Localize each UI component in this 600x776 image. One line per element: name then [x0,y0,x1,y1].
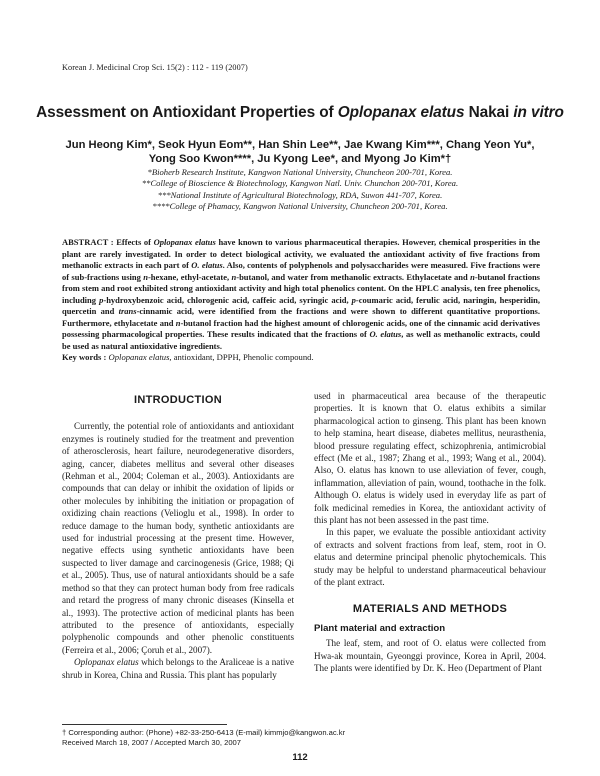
abstract-s10: -butanol fraction had the highest amount of chlorogenic acids, one of the cinnamic acid derivatives possessing pharmacological properties. These results indicated that the fractions of [62,317,540,340]
abstract-s9-it: n [175,317,181,328]
abstract-s6: -butanol fractions from stem and root exhibited strong antioxidant activity and high total phenolics content. On the HPLC analysis, ten free phenolics, including [62,271,540,305]
received-accepted-dates: Received March 18, 2007 / Accepted March 30, 2007 [62,738,241,747]
affiliations [60,167,540,213]
intro-paragraph-1: Currently, the potential role of antioxidants and antioxidant enzymes is routinely studied for the treatment and prevention of atherosclerosis, heart failure, neurodegenerative disorders, aging, cancer, diabetes mellitus and several other diseases (Rehman et al., 2004; Coleman et al., 2003). Antioxidants are compounds that can delay or inhibit the oxidation of lipids or other molecules by inhibiting the initiation or propagation of oxidizing chain reactions (Velioglu et al., 1998). In order to reduce damage to the human body, synthetic antioxidants are used for industrial processing at the present time. However, negative effects using synthetic antioxidants have been suspected to liver damage and carcinogenesis (Grice, 1988; Qi et al., 2005). Thus, use of natural antioxidants should be a safe method so that they can protect human body from free radicals and retard the progress of many chronic diseases (Kinsella et al., 1993). The protective action of medicinal plants has been attributed to the presence of antioxidants, especially polyphenolic compounds and other phenolic constituents (Ferreira et al., 2006; Çoruh et al., 2007). [62,421,294,655]
abstract-s2-it: O. elatus [191,260,223,271]
footnote [62,728,542,748]
column-right [314,390,546,675]
keywords [62,352,540,362]
abstract-s11: , as well as methanolic extracts, could be used as natural antioxidative ingredients. [62,329,541,351]
author-list [40,138,560,166]
page-number: 112 [292,752,308,763]
abstract-s1-it: Oplopanax elatus [153,237,216,247]
title-mid: Nakai [464,104,514,121]
abstract-s1: Effects of [116,237,154,247]
abstract-s3-it: n [143,271,148,282]
abstract-label: ABSTRACT : [62,237,117,247]
affiliation-3: ***National Institute of Agricultural Biotechnology, RDA, Suwon 441-707, Korea. [157,189,443,200]
abstract-s7-it: p [351,294,356,305]
intro-p2-text: which belongs to the Araliceae is a native shrub in Korea, China and Russia. This plant has popularly [62,657,294,680]
title-post: in vitro [513,104,564,121]
intro-paragraph-4: In this paper, we evaluate the possible antioxidant activity of extracts and solvent fractions from leaf, stem, root in O. elatus and determine principal phenolic phytochemicals. This study may be helpful to understand pharmaceutical behaviour of the plant extract. [314,527,546,588]
affiliation-1: *Bioherb Research Institute, Kangwon National University, Chuncheon 200-701, Korea. [147,167,453,177]
abstract-s6-it: p [99,294,104,305]
keywords-rest: , antioxidant, DPPH, Phenolic compound. [169,352,314,362]
corresponding-author-note: † Corresponding author: (Phone) +82-33-250-6413 (E-mail) kimmjo@kangwon.ac.kr [62,728,346,737]
authors-line-2: Yong Soo Kwon****, Ju Kyong Lee*, and Myong Jo Kim*† [148,153,452,165]
intro-paragraph-2 [62,656,294,681]
abstract-s5-it: n [470,271,475,282]
abstract-s5: -butanol, and water from methanolic extracts. Ethylacetate and [236,271,471,282]
keywords-species: Oplopanax elatus [108,352,170,362]
affiliation-2: **College of Bioscience & Biotechnology, Kangwon Natl. Univ. Chunchon 200-701, Korea. [141,178,459,189]
affiliation-4: ****College of Phamacy, Kangwon National University, Chuncheon 200-701, Korea. [152,201,448,212]
abstract-s4-it: n [231,271,237,282]
column-left [62,390,294,681]
abstract-text [62,237,540,352]
abstract-s2: have known to various pharmaceutical therapies. However, chemical prosperities in the plant are rarely investigated. In order to detect biological activity, we evaluated the antioxidant activity of five fractions from methanolic extracts in each part of [62,237,540,271]
keywords-label: Key words : [62,352,109,362]
abstract-s7: -hydroxybenzoic acid, chlorogenic acid, caffeic acid, syringic acid, [103,294,352,305]
introduction-heading: INTRODUCTION [134,394,222,406]
plant-material-subheading: Plant material and extraction [314,622,446,634]
abstract-s4: -hexane, ethyl-acetate, [147,271,232,282]
abstract-s3: . Also, contents of polyphenols and polysaccharides were measured. Five fractions were of sub-fractions using [62,260,540,282]
abstract-s8: -coumaric acid, ferulic acid, naringin, hesperidin, quercetin and [62,294,540,317]
abstract-s10-it: O. elatus [369,329,402,340]
authors-line-1: Jun Heong Kim*, Seok Hyun Eom**, Han Shin Lee**, Jae Kwang Kim***, Chang Yeon Yu*, [65,139,535,151]
footnote-divider [62,724,227,725]
methods-heading: MATERIALS AND METHODS [352,602,508,615]
abstract-s9: -cinnamic acid, were identified from the fractions and were shown to different quantitative proportions. Furthermore, ethylacetate and [62,306,540,328]
methods-paragraph-1: The leaf, stem, and root of O. elatus were collected from Hwa-ak mountain, Gyeonggi province, Korea in April, 2004. The plants were identified by Dr. K. Heo (Department of Plant [314,638,546,674]
title-pre: Assessment on Antioxidant Properties of [36,104,338,121]
intro-paragraph-3: used in pharmaceutical area because of the therapeutic properties. It is known that O. elatus exhibits a similar pharmacological action to ginseng. This plant has been known to help stamina, heart disease, diabetes mellitus, neurasthenia, blood pressure regulating effect, schizophrenia, antimicrobial effect (Me et al., 1987; Zhang et al., 1993; Wang et al., 2004). Also, O. elatus has known to use alleviation of fever, cough, inflammation, alleviation of pain, wound, toothache in the folk. Although O. elatus is widely used in everyday life as part of folk medicinal remedies in Korea, the antioxidant activity of this plant has not been assessed in the past time. [314,391,546,526]
abstract-s8-it: trans [118,306,137,317]
journal-citation: Korean J. Medicinal Crop Sci. 15(2) : 112 - 119 (2007) [62,63,248,72]
abstract [62,237,540,352]
title-species: Oplopanax elatus [337,104,465,121]
paper-title [0,104,600,122]
intro-p2-species: Oplopanax elatus [74,657,139,668]
